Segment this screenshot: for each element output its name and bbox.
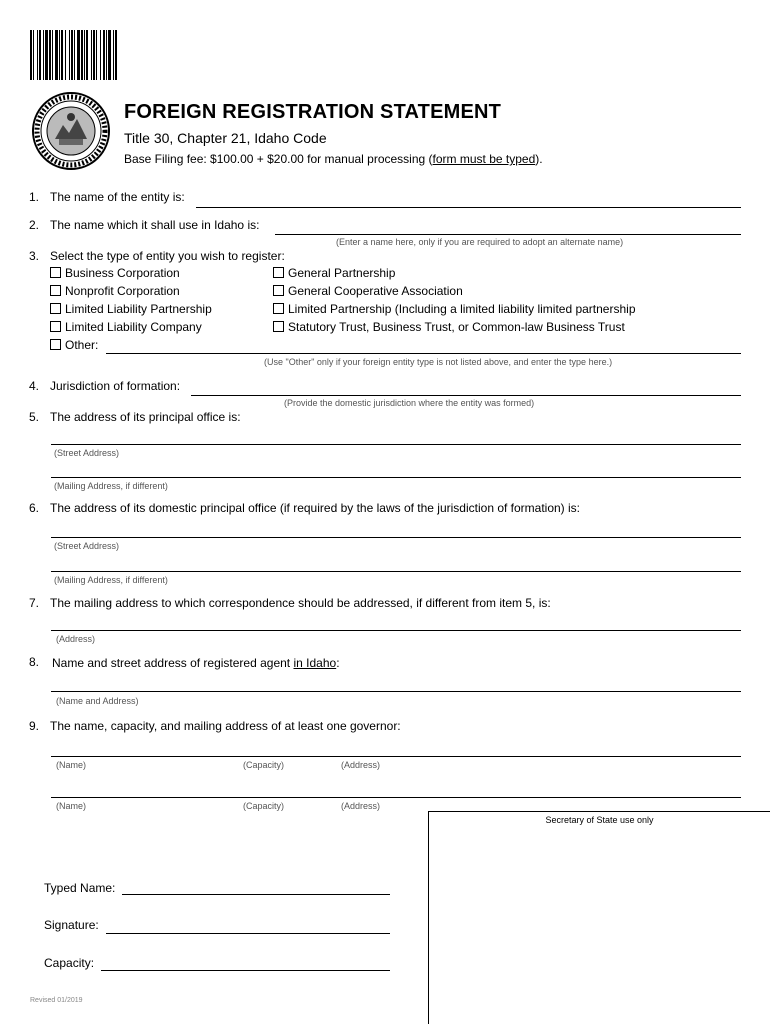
governor-1-capacity-hint: (Capacity) xyxy=(243,760,285,770)
checkbox-icon[interactable] xyxy=(50,267,61,278)
item-9-number: 9. xyxy=(29,719,40,733)
item-2-label: The name which it shall use in Idaho is: xyxy=(50,218,260,232)
other-type-field[interactable] xyxy=(106,353,741,354)
item-5-label: The address of its principal office is: xyxy=(50,410,241,424)
governor-2-capacity-hint: (Capacity) xyxy=(243,801,285,811)
governor-1-name-hint: (Name) xyxy=(56,760,87,770)
checkbox-icon[interactable] xyxy=(273,285,284,296)
item-3-label: Select the type of entity you wish to register: xyxy=(50,249,285,263)
item-2-number: 2. xyxy=(29,218,40,232)
entity-name-field[interactable] xyxy=(196,207,741,208)
option-business-corporation[interactable]: Business Corporation xyxy=(50,266,180,280)
item-6-label: The address of its domestic principal office (if required by the laws of the jurisdiction of formation) is: xyxy=(50,501,581,515)
signature-label: Signature: xyxy=(44,918,99,932)
option-llc[interactable]: Limited Liability Company xyxy=(50,320,202,334)
correspondence-address-field[interactable] xyxy=(51,630,741,631)
filing-fee: Base Filing fee: $100.00 + $20.00 for manual processing (form must be typed). xyxy=(124,152,543,166)
barcode xyxy=(30,30,182,80)
item-5-mailing-hint: (Mailing Address, if different) xyxy=(54,481,168,491)
item-2-hint: (Enter a name here, only if you are required to adopt an alternate name) xyxy=(336,237,624,247)
item-5-number: 5. xyxy=(29,410,40,424)
checkbox-icon[interactable] xyxy=(50,339,61,350)
jurisdiction-field[interactable] xyxy=(191,395,741,396)
capacity-field[interactable] xyxy=(101,970,390,971)
checkbox-icon[interactable] xyxy=(50,303,61,314)
state-seal-icon xyxy=(31,91,111,171)
item-4-label: Jurisdiction of formation: xyxy=(50,379,181,393)
item-7-number: 7. xyxy=(29,596,40,610)
governor-1-field[interactable] xyxy=(51,756,741,757)
secretary-of-state-box xyxy=(428,811,770,1024)
item-6-mailing-hint: (Mailing Address, if different) xyxy=(54,575,168,585)
form-title: FOREIGN REGISTRATION STATEMENT xyxy=(124,101,502,123)
item-1-number: 1. xyxy=(29,190,40,204)
governor-2-address-hint: (Address) xyxy=(341,801,381,811)
item-4-hint: (Provide the domestic jurisdiction where the entity was formed) xyxy=(284,398,535,408)
typed-name-label: Typed Name: xyxy=(44,881,116,895)
revised-date: Revised 01/2019 xyxy=(30,997,83,1004)
item-8-number: 8. xyxy=(29,655,40,669)
form-subtitle: Title 30, Chapter 21, Idaho Code xyxy=(124,130,327,146)
option-nonprofit-corporation[interactable]: Nonprofit Corporation xyxy=(50,284,180,298)
option-llp[interactable]: Limited Liability Partnership xyxy=(50,302,212,316)
domestic-street-field[interactable] xyxy=(51,537,741,538)
item-8-label: Name and street address of registered agent in Idaho: xyxy=(52,656,340,670)
checkbox-icon[interactable] xyxy=(273,303,284,314)
option-general-cooperative[interactable]: General Cooperative Association xyxy=(273,284,463,298)
item-7-label: The mailing address to which correspondence should be addressed, if different from item 5, is: xyxy=(50,596,551,610)
checkbox-icon[interactable] xyxy=(273,321,284,332)
governor-1-address-hint: (Address) xyxy=(341,760,381,770)
item-8-hint: (Name and Address) xyxy=(56,696,139,706)
item-7-hint: (Address) xyxy=(56,634,96,644)
principal-street-field[interactable] xyxy=(51,444,741,445)
registered-agent-field[interactable] xyxy=(51,691,741,692)
option-general-partnership[interactable]: General Partnership xyxy=(273,266,395,280)
checkbox-icon[interactable] xyxy=(273,267,284,278)
principal-mailing-field[interactable] xyxy=(51,477,741,478)
item-3-hint: (Use "Other" only if your foreign entity type is not listed above, and enter the type here.) xyxy=(264,357,613,367)
capacity-label: Capacity: xyxy=(44,956,95,970)
sos-use-only-label: Secretary of State use only xyxy=(545,815,654,825)
checkbox-icon[interactable] xyxy=(50,321,61,332)
item-5-street-hint: (Street Address) xyxy=(54,448,120,458)
item-4-number: 4. xyxy=(29,379,40,393)
option-limited-partnership[interactable]: Limited Partnership (Including a limited liability limited partnership xyxy=(273,302,636,316)
governor-2-field[interactable] xyxy=(51,797,741,798)
signature-field[interactable] xyxy=(106,933,390,934)
form-must-be-typed-link: form must be typed xyxy=(432,152,536,166)
item-6-street-hint: (Street Address) xyxy=(54,541,120,551)
idaho-name-field[interactable] xyxy=(275,234,741,235)
typed-name-field[interactable] xyxy=(122,894,390,895)
item-9-label: The name, capacity, and mailing address of at least one governor: xyxy=(50,719,401,733)
item-6-number: 6. xyxy=(29,501,40,515)
option-statutory-trust[interactable]: Statutory Trust, Business Trust, or Common-law Business Trust xyxy=(273,320,625,334)
option-other[interactable]: Other: xyxy=(50,338,98,352)
domestic-mailing-field[interactable] xyxy=(51,571,741,572)
item-3-number: 3. xyxy=(29,249,40,263)
item-1-label: The name of the entity is: xyxy=(50,190,185,204)
checkbox-icon[interactable] xyxy=(50,285,61,296)
governor-2-name-hint: (Name) xyxy=(56,801,87,811)
